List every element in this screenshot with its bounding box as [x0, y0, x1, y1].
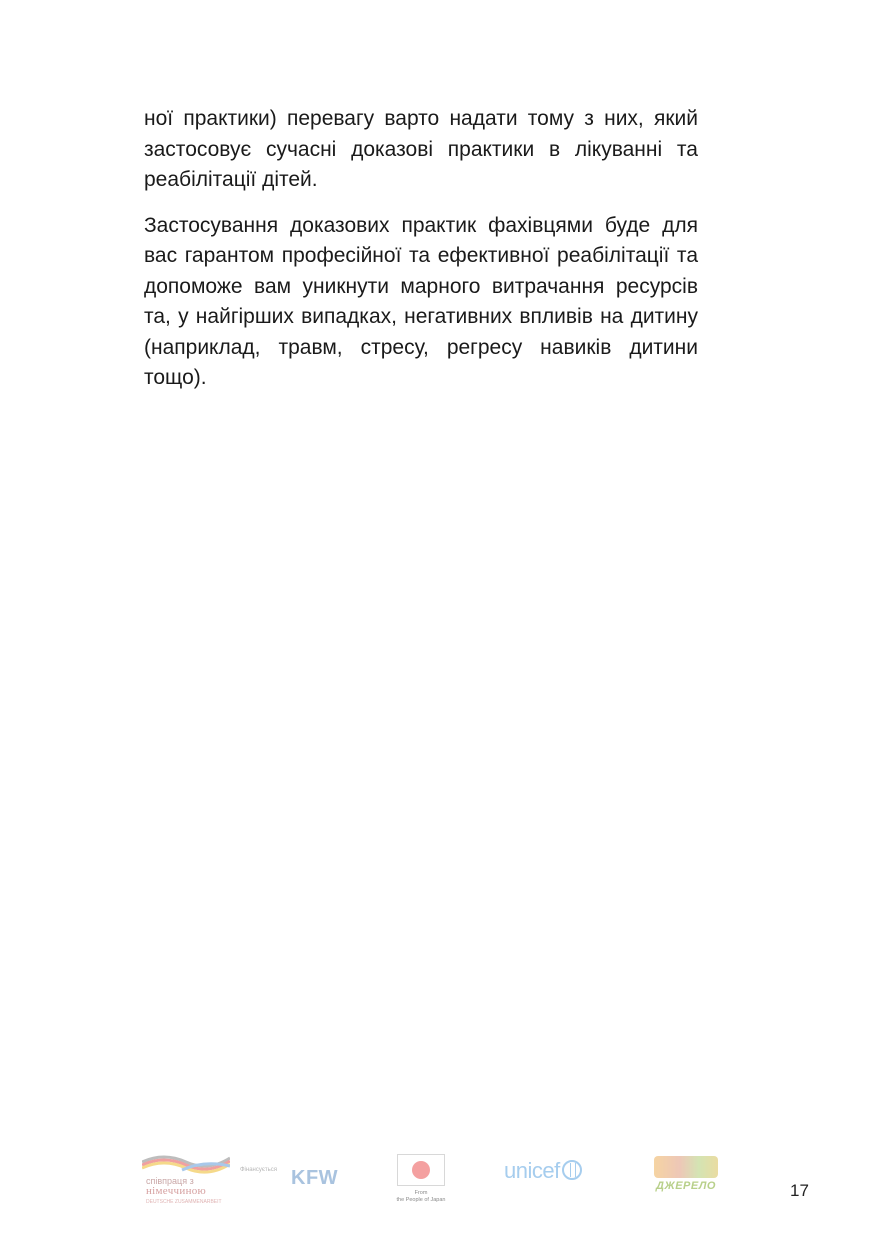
flag-wave-icon — [142, 1152, 230, 1174]
logo-de-line2: німеччиною — [146, 1185, 207, 1197]
dzherelo-logo — [652, 1156, 720, 1198]
german-cooperation-logo — [142, 1152, 232, 1206]
paragraph-1: ної практики) перевагу варто надати тому з них, який застосовує сучасні доказові практики в лікуванні та реабілітації дітей. — [144, 107, 698, 191]
page-number: 17 — [790, 1181, 809, 1200]
logo-de-line3: DEUTSCHE ZUSAMMENARBEIT — [146, 1199, 222, 1205]
financed-label: Фінансується — [240, 1167, 278, 1173]
japan-caption-1: From — [414, 1190, 428, 1196]
document-body — [144, 104, 698, 394]
children-illustration-icon — [654, 1156, 718, 1178]
japan-logo — [392, 1154, 450, 1212]
logo-de-line1: співпраця з — [146, 1176, 194, 1186]
japan-flag-icon — [397, 1154, 445, 1186]
japan-caption-2: the People of Japan — [396, 1197, 446, 1203]
paragraph-2: Застосування доказових практик фахівцями буде для вас гарантом професійної та ефективної реабілітації та допоможе вам уникнути марного витрачання ресурсів та, у найгірших випадках, негативних впливів на дитину (наприклад, травм, стресу, регресу навиків дитини тощо). — [144, 213, 698, 389]
dzherelo-wordmark: ДЖЕРЕЛО — [656, 1180, 716, 1192]
unicef-wordmark: unicef — [504, 1158, 560, 1183]
globe-icon — [562, 1160, 582, 1180]
partner-logos-footer — [0, 1148, 874, 1218]
unicef-logo — [504, 1158, 582, 1184]
kfw-logo: KFW — [291, 1167, 339, 1189]
